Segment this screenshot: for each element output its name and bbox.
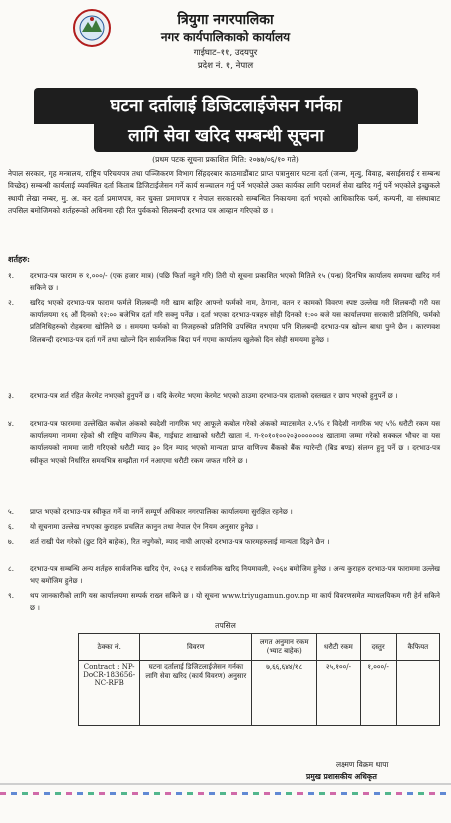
- column-header: धरौटी रकम: [317, 634, 360, 661]
- condition-text: प्राप्त भएको दरभाउ-पत्र स्वीकृत गर्ने वा नगर्ने सम्पूर्ण अधिकार नगरपालिका कार्यालयमा सुरक्षित रहनेछ ।: [30, 507, 293, 516]
- signatory-name: लक्ष्मण विक्रम थापा: [336, 760, 389, 769]
- column-header: कैफियत: [396, 634, 439, 661]
- remarks-cell: [396, 661, 439, 726]
- condition-item: [8, 536, 440, 548]
- office-name: नगर कार्यपालिकाको कार्यालय: [160, 30, 291, 44]
- condition-number: ९.: [8, 591, 14, 600]
- fee-cell: १,०००/-: [360, 661, 396, 726]
- condition-item: [8, 390, 440, 402]
- condition-item: [8, 418, 440, 467]
- condition-text: थप जानकारीको लागि यस कार्यालयमा सम्पर्क राख्न सकिने छ । यो सूचना www.triyugamun.gov.np मा कार्य विवरणसमेत म्याधलयिकम गरी हेर्न सकिने छ ।: [30, 591, 440, 613]
- condition-text: खरिद भएको दरभाउ-पत्र फाराम फर्मले शिलबन्दी गरी खाम बाहिर आफ्नो फर्मको नाम, ठेगाना, वतन र कामको विवरण स्पष्ट उल्लेख गरी शिलबन्दी गरी यस कार्यालयमा १६ औं दिनको १२:०० बजेभित्र दर्ता गरि सक्नु पर्नेछ । दर्ता भएका दरभाउ-पत्रहरु सोही दिनको १:०० बजे यस कार्यालयमा सरकारी प्रतिनिधि, फर्मको प्रतिनिधिहरुको रोहबरमा खोलिने छ । समयमा फर्मको वा निजहरुको प्रतिनिधि उपस्थित नभएमा पनि शिलबन्दी दरभाउ-पत्र खोल्न बाधा पुग्ने छैन । कारणवश शिलबन्दी दरभाउ-पत्र दर्ता गर्ने तथा खोल्ने दिन सार्वजनिक बिदा पर्न गएमा कार्यालय खुलेको दिन सोही समयमा हुनेछ ।: [30, 298, 440, 344]
- condition-number: ५.: [8, 507, 14, 516]
- condition-item: [8, 563, 440, 587]
- notice-title-line-1: घटना दर्तालाई डिजिटलाईजेसन गर्नका: [34, 88, 418, 124]
- org-name: त्रियुगा नगरपालिका: [177, 12, 274, 28]
- column-header: विवरण: [140, 634, 252, 661]
- condition-number: ४.: [8, 419, 14, 428]
- conditions-heading: शर्तहरु:: [8, 254, 30, 264]
- condition-item: [8, 521, 440, 533]
- condition-text: यो सूचनामा उल्लेख नभएका कुराहरु प्रचलित कानुन तथा नेपाल ऐन नियम अनुसार हुनेछ ।: [30, 522, 259, 531]
- schedule-heading: तपसिल: [215, 621, 236, 630]
- column-header: ठेक्का नं.: [79, 634, 140, 661]
- condition-text: दरभाउ-पत्र फारममा उल्लेखित कबोल अंकको स्वदेशी नागरिक भए आफूले कबोल गरेको अंकको म्याटसमेत २.५% र विदेशी नागरिक भए ५% धरौटी रकम यस कार्यालयमा नाममा रहेको श्री राष्ट्रिय वाणिज्य बैंक, गाईघाट शाखाको धरौटी खाता नं. ग-१०१०१००२०३००००००४ खातामा जम्मा गरेको सक्कल भौचर वा यस कार्यालयको नाममा जारी गरिएको धरौटी म्याद ३० दिन म्याद भएको मान्यता प्राप्त वाणिज्य बैंकको बैंक ग्यारेन्टी (बिड बण्ड) संलग्न हुनु पर्ने छ । दरभाउ-पत्र स्वीकृत भएको निर्धारित समयभित्र सम्झौता गर्न नआएमा धरौटी रकम जफत गरिने छ ।: [30, 419, 440, 465]
- contract-table: [78, 633, 440, 726]
- decorative-dots: [0, 792, 451, 795]
- condition-item: [8, 590, 440, 614]
- signatory-title: प्रमुख प्रशासकीय अधिकृत: [306, 772, 377, 781]
- intro-paragraph: नेपाल सरकार, गृह मन्त्रालय, राष्ट्रिय परिचयपत्र तथा पञ्जिकरण विभाग सिंहदरबार काठमाडौंबाट प्राप्त पत्रानुसार घटना दर्ता (जन्म, मृत्यु, विवाह, बसाईसराई र सम्बन्ध विच्छेद) सम्बन्धी कार्यलाई व्यवस्थित दर्ता किताब डिजिटाईजेसन गर्ने कार्य सञ्चालन गर्नु पर्ने भएकोले उक्त कार्यका लागि परामर्श सेवा खरिद गर्नु पर्ने भएकोले इच्छुकले स्थायी लेखा नम्बर, मु. अ. कर दर्ता प्रमाणपत्र, कर चुक्ता प्रमाणपत्र र नेपाल सरकारको सम्बन्धित निकायमा दर्ता भएको आधिकारिक फर्म, कम्पनी, वा संस्थाबाट तपसिल बमोजिमको शर्तहरूको अधिनमा रही रित पुर्वकको सिलबन्दी दरभाउ पत्र आव्हान गरिएको छ ।: [8, 169, 440, 216]
- office-address: गाईघाट–११, उदयपुर: [193, 48, 258, 58]
- column-header: दस्तुर: [360, 634, 396, 661]
- condition-number: २.: [8, 298, 14, 307]
- condition-item: [8, 506, 440, 518]
- condition-number: ७.: [8, 537, 14, 546]
- contract-number-cell: Contract : NP-DoCR-183656-NC-RFB: [79, 661, 140, 726]
- condition-text: दरभाउ-पत्र फाराम रु १,०००/- (एक हजार मात्र) (पछि फिर्ता नहुने गरि) तिरी यो सूचना प्रकाशित भएको मितिले १५ (पन्ध्र) दिनभित्र कार्यालय समयमा खरिद गर्न सकिने छ ।: [30, 271, 440, 293]
- estimate-cell: ७,६६,६४४/१८: [252, 661, 317, 726]
- condition-number: ६.: [8, 522, 14, 531]
- column-header: लगत अनुमान रकम (भ्याट बाहेक): [252, 634, 317, 661]
- table-row: [79, 661, 440, 726]
- condition-item: [8, 297, 440, 346]
- condition-item: [8, 270, 440, 294]
- condition-number: १.: [8, 271, 14, 280]
- deposit-cell: २५,१००/-: [317, 661, 360, 726]
- divider: [0, 783, 451, 785]
- notice-title-line-2: लागि सेवा खरिद सम्बन्धी सूचना: [94, 120, 358, 152]
- province-line: प्रदेश नं. १, नेपाल: [197, 61, 254, 71]
- publication-date: (प्रथम पटक सूचना प्रकाशित मिति: २०७७/०६/१० गते): [152, 155, 299, 164]
- description-cell: घटना दर्तालाई डिजिटलाईजेसन गर्नका लागि सेवा खरिद (कार्य विवरण) अनुसार: [140, 661, 252, 726]
- condition-text: दरभाउ-पत्र सम्बन्धि अन्य शर्तहरु सार्वजनिक खरिद ऐन, २०६३ र सार्वजनिक खरिद नियमावली, २०६४ बमोजिम हुनेछ । अन्य कुराहरु दरभाउ-पत्र फाराममा उल्लेख भए बमोजिम हुनेछ ।: [30, 564, 440, 586]
- condition-text: दरभाउ-पत्र शर्त रहित केरमेट नभएको हुनुपर्ने छ । यदि केरमेट भएमा केरमेट भएको ठाउमा दरभाउ-पत्र दाताको दस्तखत र छाप भएको हुनुपर्ने छ ।: [30, 391, 398, 400]
- table-header-row: [79, 634, 440, 661]
- condition-text: शर्त राखी पेश गरेको (छुट दिने बाहेक), रित नपुगेको, म्याद नाघी आएको दरभाउ-पत्र फारमहरुलाई मान्यता दिइने छैन ।: [30, 537, 330, 546]
- condition-number: ८.: [8, 564, 14, 573]
- condition-number: ३.: [8, 391, 14, 400]
